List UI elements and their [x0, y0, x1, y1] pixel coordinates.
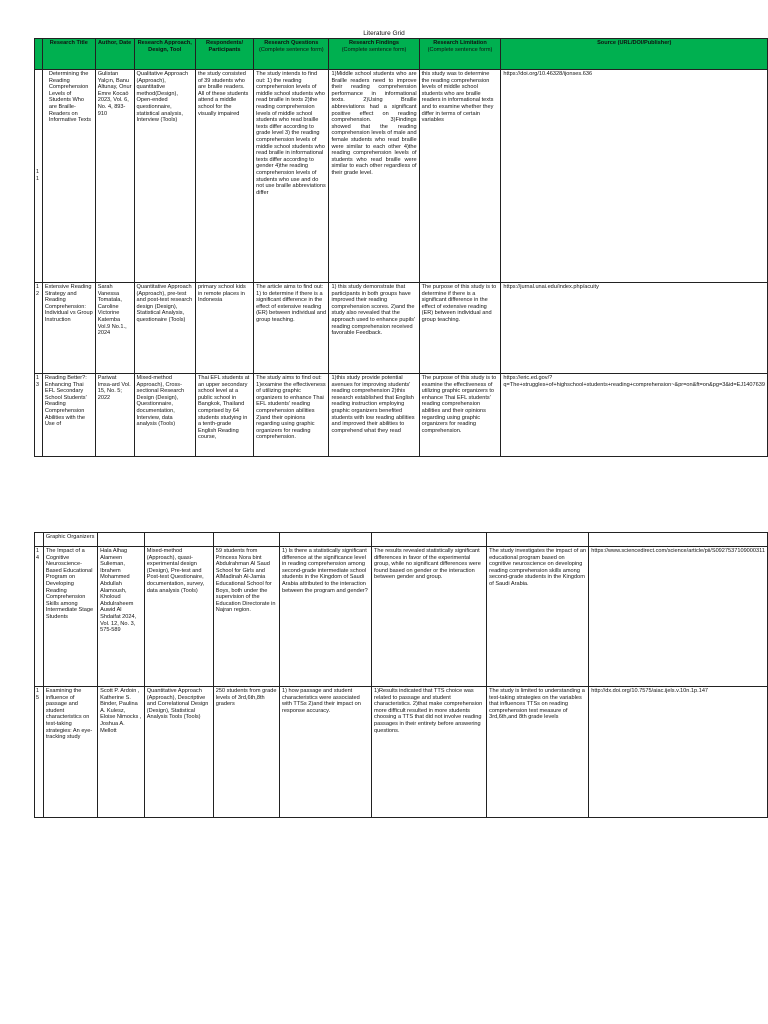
row-author: Scott P. Ardoin , Katherine S. Binder, Paulina A. Kulesz, Eloise Nimocks , Joshua A. Mellott	[98, 687, 145, 818]
row-number-empty	[35, 533, 44, 547]
row-questions: 1) Is there a statistically significant difference at the significance level in reading comprehension among second-grade intermediate school students in the Kingdom of Saudi Arabia attributed to the interaction between the program and gender?	[279, 547, 371, 687]
header-author: Author, Date	[95, 39, 134, 70]
header-questions	[254, 39, 329, 70]
row-title: Determining the Reading Comprehension Levels of Students Who are Braille-Readers on Informative Texts	[42, 70, 95, 283]
row-number: 1 4	[35, 547, 44, 687]
table-row	[35, 283, 768, 374]
row-author: Pariwat Imsa-ard Vol. 15, No. 5; 2022	[95, 374, 134, 457]
row-questions: The study intends to find out: 1) the reading comprehension levels of middle school students who read braille in texts 2)the reading comprehension levels of middle school students who read braille texts differ according to grade level 3) the reading comprehension levels of middle school students who read braille in informational texts differ according to gender 4)the reading comprehension levels of students who use and do not use braille abbreviations differ	[254, 70, 329, 283]
header-index	[35, 39, 43, 70]
empty-cell	[144, 533, 213, 547]
empty-cell	[98, 533, 145, 547]
empty-cell	[372, 533, 487, 547]
row-findings: 1)Results indicated that TTS choice was related to passage and student characteristics. 2)that make comprehension more difficult resulted in more students choosing a TTS that did not involve reading passages in their entirety before answering questions.	[372, 687, 487, 818]
row-respondents: the study consisted of 39 students who are braille readers. All of these students attend a middle school for the visually impaired	[195, 70, 253, 283]
row-questions: 1) how passage and student characteristics were associated with TTSs 2)and their impact on response accuracy.	[279, 687, 371, 818]
row-limitation: The purpose of this study is to determine if there is a significant difference in the effect of extensive reading (ER) between individual and group teaching.	[419, 283, 501, 374]
table-row-continued	[35, 533, 768, 547]
table-row	[35, 374, 768, 457]
row-source: https://jurnal.unai.edu/index.php/acuity	[501, 283, 768, 374]
row-questions: The study aims to find out: 1)examine the effectiveness of utilizing graphic organizers to enhance Thai EFL students' reading comprehension abilities 2)and their opinions regarding using graphic organizers for reading comprehension.	[254, 374, 329, 457]
literature-grid-table-top	[34, 38, 768, 457]
row-respondents: 250 students from grade levels of 3rd,6th,8th graders	[213, 687, 279, 818]
row-number: 1 5	[35, 687, 44, 818]
row-limitation: this study was to determine the reading comprehension levels of middle school students who are braille readers in informational texts and to examine whether they differ in terms of certain variables	[419, 70, 501, 283]
header-questions-label: Research Questions	[264, 40, 319, 46]
row-limitation: The study is limited to understanding a test-taking strategies on the variables that influences TTSs on reading comprehension test measure of 3rd,6th,and 8th grade levels	[487, 687, 589, 818]
row-approach: Quantitative Approach (Approach), pre-test and post-test research design (Design), Statistical Analysis, questionaire (Tools)	[134, 283, 195, 374]
header-questions-sub: (Complete sentence form)	[258, 46, 324, 53]
row-findings: 1) this study demonstrate that participants in both groups have improved their reading comprehension scores. 2)and the study also revealed that the approach used to enhance pupils' reading comprehension received favorable Feedback.	[329, 283, 419, 374]
row-title: Examining the influence of passage and student characteristics on test-taking strategies: An eye-tracking study	[43, 687, 97, 818]
row-title: Extensive Reading Strategy and Reading Comprehension: Individual vs Group Instruction	[42, 283, 95, 374]
header-limitation	[419, 39, 501, 70]
empty-cell	[213, 533, 279, 547]
row-title: Reading Better?: Enhancing Thai EFL Secondary School Students' Reading Comprehension Abilities with the Use of	[42, 374, 95, 457]
header-limitation-label: Research Limitation	[433, 40, 487, 46]
header-approach: Research Approach, Design, Tool	[134, 39, 195, 70]
row-approach: Mixed-method (Approach), quasi-experimental design (Design), Pre-test and Post-test Questionaire, documentation, survey, data analysis (Tools)	[144, 547, 213, 687]
header-limitation-sub: (Complete sentence form)	[427, 46, 493, 53]
row-title: The Impact of a Cognitive Neuroscience-Based Educational Program on Developing Reading Comprehension Skills among Intermediate Stage Students	[43, 547, 97, 687]
table-row	[35, 70, 768, 283]
row-findings: 1)this study provide potential avenues for improving students' reading comprehension 2)this research established that English reading instruction employing graphic organizers benefited students with low reading abilities and improved their abilities to comprehend what they read	[329, 374, 419, 457]
header-title: Research Title	[42, 39, 95, 70]
row-respondents: 59 students from Princess Nora bint Abdulrahman Al Saud School for Girls and AlMadinah Al-Jamia Educational School for Boys, both under the supervision of the Education Directorate in Najran region.	[213, 547, 279, 687]
table-row	[35, 547, 768, 687]
row-questions: The article aims to find out: 1) to determine if there is a significant difference in the effect of extensive reading (ER) between individual and group teaching.	[254, 283, 329, 374]
header-findings	[329, 39, 419, 70]
row-findings: 1)Middle school students who are Braille readers need to improve their reading comprehension performance in informational texts. 2)Using Braille abbreviations had a significant positive effect on reading comprehension. 3)Findings showed that the reading comprehension levels of male and female students who read braille were similar to each other 4)the reading comprehension levels of students who read braille were similar to each other regardless of their grade level.	[329, 70, 419, 283]
empty-cell	[487, 533, 589, 547]
row-title-continued: Graphic Organizers	[43, 533, 97, 547]
header-findings-label: Research Findings	[349, 40, 400, 46]
row-author: Hala Alhag Alameen Sulieman, Ibrahem Mohammed Abdullah Alamoush, Kholoud Abdulraheem Auwid Al Shdaifat 2024, Vol. 12, No. 3, 575-589	[98, 547, 145, 687]
row-approach: Mixed-method Approach), Cross-sectional Research Design (Design), Questionnaire, documentation, Interview, data analysis (Tools)	[134, 374, 195, 457]
empty-cell	[589, 533, 768, 547]
row-limitation: The purpose of this study is to examine the effectiveness of utilizing graphic organizers to enhance Thai EFL students' reading comprehension abilities and their opinions regarding using graphic organizers for reading comprehension.	[419, 374, 501, 457]
header-row	[35, 39, 768, 70]
row-findings: The results revealed statistically significant differences in favor of the experimental group, while no significant differences were found based on gender or the interaction between gender and group.	[372, 547, 487, 687]
literature-grid-table-bottom	[34, 532, 768, 818]
row-author: Gulistan Yalçın, Banu Altunay, Onur Emre Kocaö 2023, Vol. 6, No. 4, 893-910	[95, 70, 134, 283]
row-source: https://eric.ed.gov/?q=The+struggles+of+highschool+students+reading+comprehension~&pr=on&ft=on&pg=3&id=EJ1407639	[501, 374, 768, 457]
header-source: Source (URL/DOI/Publisher)	[501, 39, 768, 70]
table-row	[35, 687, 768, 818]
document-title: Literature Grid	[363, 30, 405, 37]
row-number: 1 1	[35, 70, 43, 283]
row-source: https://doi.org/10.46328/ijonses.636	[501, 70, 768, 283]
row-respondents: Thai EFL students at an upper secondary school level at a public school in Bangkok, Thailand comprised by 64 students studying in a tenth-grade English Reading course,	[195, 374, 253, 457]
row-approach: Qualitative Approach (Approach), quantitative method(Design), Open-ended questionnaire, statistical analysis, Interview (Tools)	[134, 70, 195, 283]
row-source: http://dx.doi.org/10.7575/aiac.ijels.v.10n.1p.147	[589, 687, 768, 818]
row-number: 1 2	[35, 283, 43, 374]
row-number: 1 3	[35, 374, 43, 457]
header-respondents: Respondents/ Participants	[195, 39, 253, 70]
row-respondents: primary school kids in remote places in Indonesia	[195, 283, 253, 374]
row-limitation: The study investigates the impact of an educational program based on cognitive neuroscience on developing reading comprehension skills among second-grade students in the Kingdom of Saudi Arabia.	[487, 547, 589, 687]
header-findings-sub: (Complete sentence form)	[341, 46, 407, 53]
empty-cell	[279, 533, 371, 547]
row-author: Sarah Vanessa Tomatala, Caroline Victorine Katemba Vol.9 No.1., 2024	[95, 283, 134, 374]
row-approach: Quantitative Approach (Approach), Descriptive and Correlational Design (Design), Statistical Analysis Tools (Tools)	[144, 687, 213, 818]
row-source: https://www.sciencedirect.com/science/article/pii/S0927537109000311	[589, 547, 768, 687]
